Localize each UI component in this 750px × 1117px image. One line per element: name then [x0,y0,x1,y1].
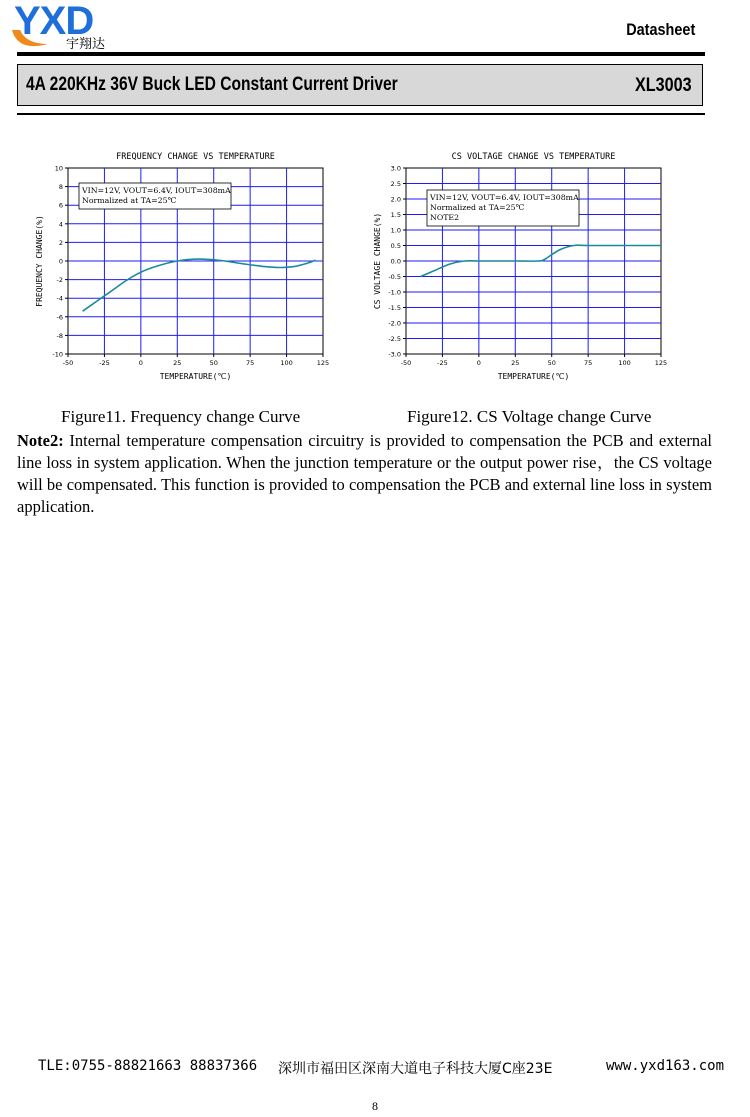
frequency-chart [30,145,330,390]
x-tick-label: -50 [62,359,74,367]
x-tick-label: 125 [654,359,668,367]
x-tick-label: 125 [316,359,330,367]
x-tick-label: 50 [209,359,218,367]
x-tick-label: 100 [280,359,293,367]
y-tick-label: 2.0 [390,195,401,204]
x-tick-label: -25 [99,359,110,367]
page-number: 8 [372,1099,378,1113]
figure12-caption: Figure12. CS Voltage change Curve [407,407,652,426]
y-tick-label: 6 [58,201,63,210]
y-tick-label: 8 [58,183,63,192]
chart-title: CS VOLTAGE CHANGE VS TEMPERATURE [451,152,616,162]
figure11-caption: Figure11. Frequency change Curve [61,407,301,426]
y-tick-label: 1.0 [390,226,401,235]
cs-voltage-chart [368,145,668,390]
x-tick-label: 0 [476,359,481,367]
x-axis-label: TEMPERATURE(℃) [497,372,570,381]
datasheet-label: Datasheet [625,20,695,39]
note2-paragraph [17,430,712,518]
title-rule [17,113,705,115]
annotation-line: Normalized at TA=25℃ [82,196,177,205]
y-tick-label: -6 [56,313,63,322]
note2-text: Internal temperature compensation circuitry is provided to compensation the PCB and external line loss in system application. When the junction temperature or the output power rise，the CS voltage will be compensated. This function is provided to compensation the PCB and external line loss in system application. [17,431,712,516]
y-tick-label: -2 [56,276,63,285]
x-tick-label: 25 [511,359,520,367]
y-tick-label: -8 [56,331,63,340]
chart-title: FREQUENCY CHANGE VS TEMPERATURE [116,152,275,162]
footer-address: 深圳市福田区深南大道电子科技大厦C座23E [278,1061,553,1077]
x-tick-label: 0 [138,359,143,367]
frequency-chart-svg [30,145,330,390]
note2-label: Note2: [17,431,64,450]
annotation-line: VIN=12V, VOUT=6.4V, IOUT=308mA [82,186,231,195]
footer-website: www.yxd163.com [606,1058,725,1074]
x-tick-label: 75 [584,359,593,367]
header-rule [17,52,705,56]
logo-brand: YXD [14,0,94,43]
annotation-line: NOTE2 [430,213,460,222]
x-axis-label: TEMPERATURE(℃) [159,372,232,381]
y-tick-label: 0.0 [390,257,401,266]
x-tick-label: 100 [618,359,631,367]
x-tick-label: 50 [547,359,556,367]
y-tick-label: 0 [58,257,63,266]
y-tick-label: -4 [56,294,63,303]
y-tick-label: 4 [58,220,63,229]
y-tick-label: -2.5 [388,335,401,343]
y-tick-label: 1.5 [390,211,401,219]
title-bar [17,64,703,106]
annotation-line: Normalized at TA=25℃ [430,203,525,212]
y-tick-label: -0.5 [388,273,401,281]
x-tick-label: 75 [246,359,255,367]
annotation-line: VIN=12V, VOUT=6.4V, IOUT=308mA [430,193,579,202]
y-axis-label: FREQUENCY CHANGE(%) [35,215,44,307]
y-tick-label: 10 [54,164,63,173]
y-tick-label: -1.0 [388,288,401,297]
y-tick-label: -3.0 [388,350,401,359]
y-tick-label: 2 [58,238,63,247]
x-tick-label: -25 [437,359,448,367]
y-tick-label: -2.0 [388,319,401,328]
y-tick-label: 0.5 [390,242,401,250]
logo-chinese: 宇翔达 [66,37,106,52]
yxd-logo [8,0,133,55]
y-axis-label: CS VOLTAGE CHANGE(%) [373,212,382,310]
part-number: XL3003 [635,75,692,96]
x-tick-label: -50 [400,359,412,367]
x-tick-label: 25 [173,359,182,367]
cs-voltage-chart-svg [368,145,668,390]
document-title: 4A 220KHz 36V Buck LED Constant Current Driver [26,74,398,95]
footer-telephone: TLE:0755-88821663 88837366 [38,1058,258,1074]
y-tick-label: 2.5 [390,180,401,188]
y-tick-label: 3.0 [390,164,401,173]
y-tick-label: -10 [52,350,63,359]
y-tick-label: -1.5 [388,304,401,312]
